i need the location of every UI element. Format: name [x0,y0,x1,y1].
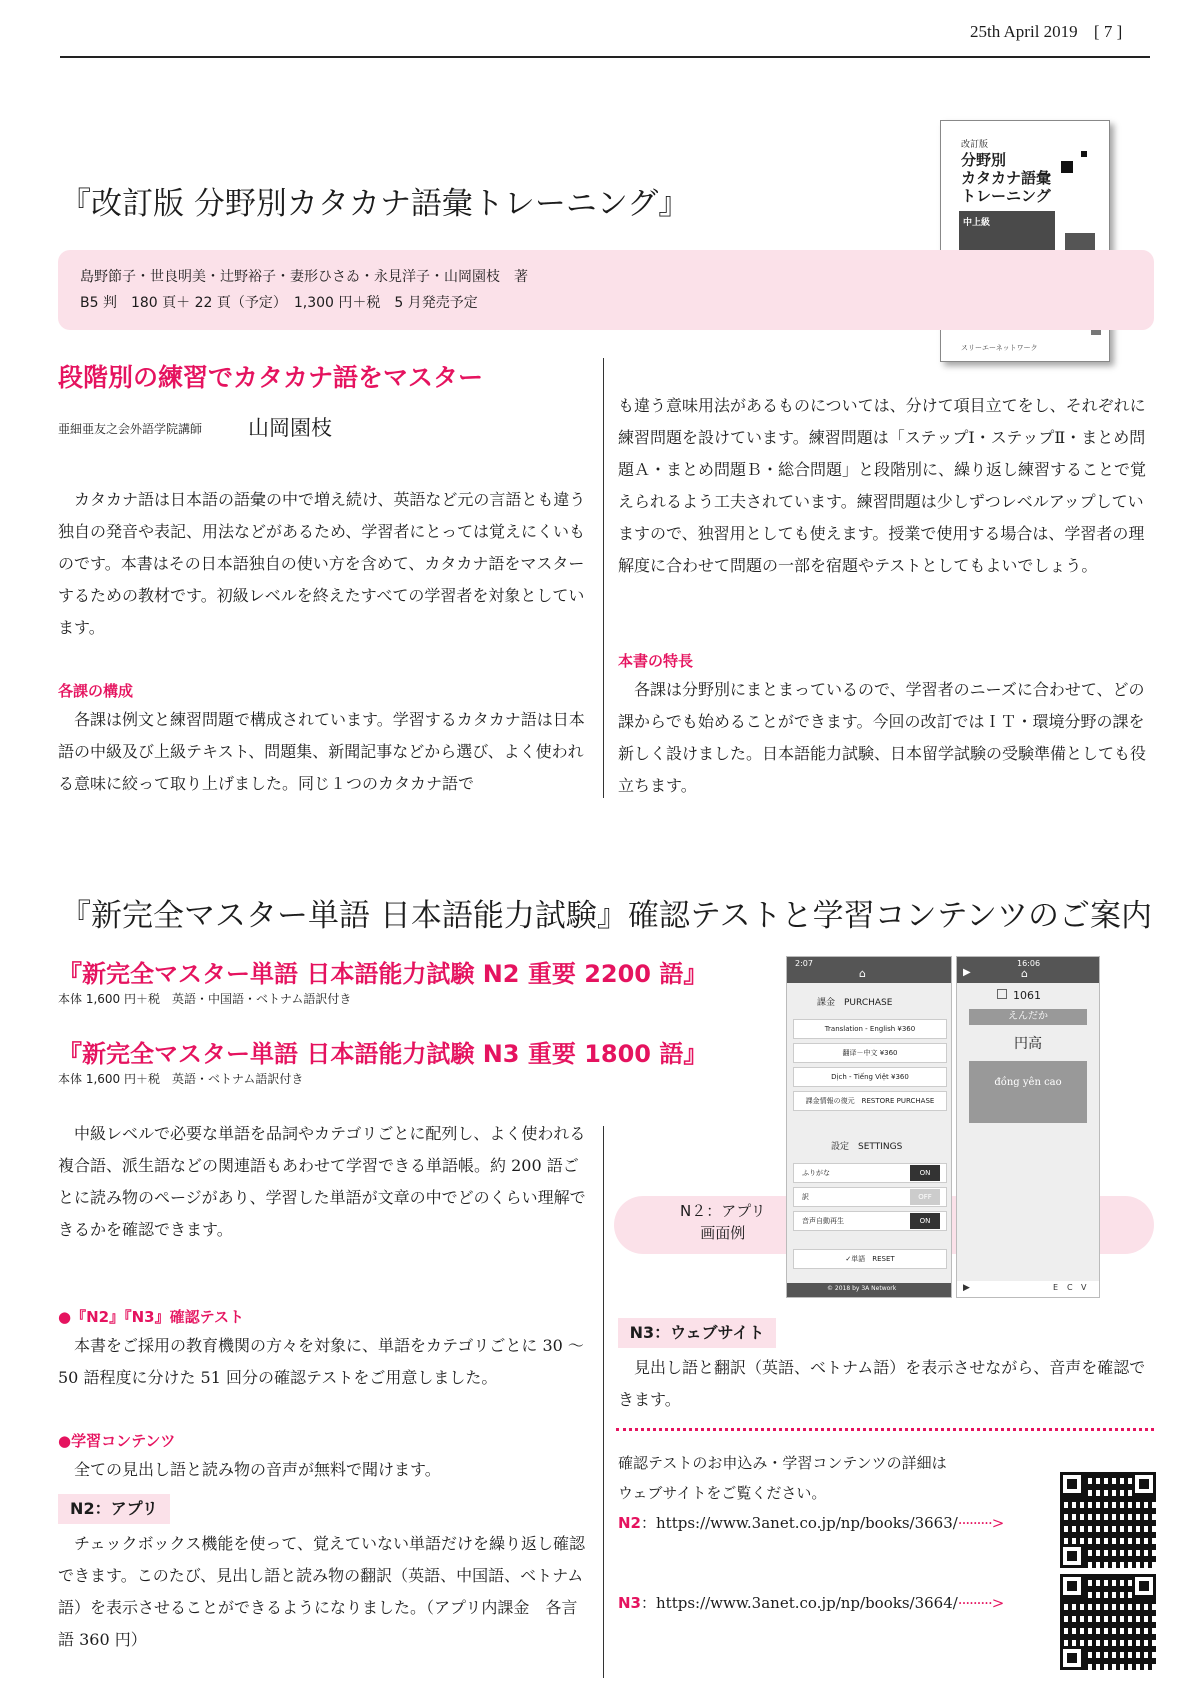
qr-code-n2[interactable] [1058,1470,1158,1570]
lang-button[interactable]: V [1081,1283,1087,1292]
word-reading: えんだか [969,1009,1087,1025]
paragraph: チェックボックス機能を使って、覚えていない単語だけを繰り返し確認できます。このたび、見出し語と読み物の翻訳（英語、中国語、ベトナム語）を表示させることができるようになりました。（アプリ内課金 各言語 360 円） [58,1534,586,1649]
tag-n2-app: N2：アプリ [58,1494,170,1524]
cover-square [1061,161,1073,173]
dotted-rule [616,1428,1154,1431]
paragraph: 各課は例文と練習問題で構成されています。学習するカタカナ語は日本語の中級及び上級テキスト、問題集、新聞記事などから選び、よく使われる意味に絞って取り上げました。同じ１つのカタカナ語で [58,710,585,793]
reset-button[interactable]: ✓単語 RESET [793,1249,947,1269]
paragraph: 全ての見出し語と読み物の音声が無料で聞けます。 [74,1460,441,1479]
word-number: 1061 [997,989,1041,1002]
article1-authors: 島野節子・世良明美・辻野裕子・妻形ひさゐ・永見洋子・山岡園枝 著 [80,269,528,285]
app-screen-settings [786,956,952,1298]
footer-bar: © 2018 by 3A Network [787,1283,951,1297]
purchase-header: 課金 PURCHASE [817,998,893,1008]
top-rule [60,56,1150,58]
section-heading: ●『N2』『N3』確認テスト [58,1308,244,1326]
paragraph: 中級レベルで必要な単語を品詞やカテゴリごとに配列し、よく使われる複合語、派生語などの関連語もあわせて学習できる単語帳。約 200 語ごとに読み物のページがあり、学習した単語が文章の中でどのくらい理解できるかを確認できます。 [58,1124,586,1239]
setting-row[interactable]: 音声自動再生 ON [793,1211,947,1231]
home-icon[interactable]: ⌂ [859,967,866,980]
page-number: [ 7 ] [1093,22,1123,41]
toggle-switch[interactable]: ON [910,1165,940,1181]
book-price-n3: 本体 1,600 円＋税 英語・ベトナム語訳付き [58,1072,304,1086]
article1-meta: B5 判 180 頁＋ 22 頁（予定） 1,300 円＋税 5 月発売予定 [80,295,478,311]
paragraph: 本書をご採用の教育機関の方々を対象に、単語をカテゴリごとに 30 〜 50 語程度に分けた 51 回分の確認テストをご用意しました。 [58,1336,584,1387]
book-title-n3: 『新完全マスター単語 日本語能力試験 N3 重要 1800 語』 [58,1040,708,1068]
author-name: 山岡園枝 [248,416,332,440]
article1-subheading: 段階別の練習でカタカナ語をマスター [58,363,484,392]
section-heading: ●学習コンテンツ [58,1432,176,1450]
cover-title: 分野別 カタカナ語彙 トレーニング [961,151,1052,205]
paragraph: カタカナ語は日本語の語彙の中で増え続け、英語など元の言語とも違う独自の発音や表記、用法などがあるため、学習者にとっては覚えにくいものです。本書はその日本語独自の使い方を含めて、カタカナ語をマスターするための教材です。初級レベルを終えたすべての学習者を対象としています。 [58,490,586,637]
restore-purchase-row[interactable]: 課金情報の復元 RESTORE PURCHASE [793,1091,947,1111]
status-bar: 16:06 ▶ ⌂ [957,957,1099,983]
author-affiliation: 亜細亜友之会外語学院講師 [58,422,203,436]
purchase-row[interactable]: Dịch - Tiếng Việt ¥360 [793,1067,947,1087]
column-divider [603,1126,604,1678]
settings-header: 設定 SETTINGS [831,1142,903,1152]
home-icon[interactable]: ⌂ [1021,967,1028,980]
cover-square [1081,151,1087,157]
app-screen-word [956,956,1100,1298]
paragraph: 見出し語と翻訳（英語、ベトナム語）を表示させながら、音声を確認できます。 [618,1358,1146,1409]
play-icon[interactable]: ▶ [963,1283,970,1293]
back-icon[interactable]: ▶ [963,967,971,978]
book-title-n2: 『新完全マスター単語 日本語能力試験 N2 重要 2200 語』 [58,960,708,988]
checkbox-icon[interactable] [997,989,1007,999]
cover-edition: 改訂版 [961,140,989,150]
purchase-row[interactable]: 翻译－中文 ¥360 [793,1043,947,1063]
issue-date: 25th April 2019 [970,22,1078,41]
lang-button[interactable]: E [1053,1283,1059,1292]
cover-level: 中上級 [963,218,991,228]
toggle-switch[interactable]: ON [910,1213,940,1229]
purchase-row[interactable]: Translation - English ¥360 [793,1019,947,1039]
footer-bar [957,1281,1099,1297]
paragraph: も違う意味用法があるものについては、分けて項目立てをし、それぞれに練習問題を設けています。練習問題は「ステップⅠ・ステップⅡ・まとめ問題Ａ・まとめ問題Ｂ・総合問題」と段階別に、繰り返し練習することで覚えられるよう工夫されています。練習問題は少しずつレベルアップしていますので、独習用としても使えます。授業で使用する場合は、学習者の理解度に合わせて問題の一部を宿題やテストとしてもよいでしょう。 [618,396,1147,575]
section-heading: 本書の特長 [618,652,694,670]
issue-date-and-page [970,22,1122,42]
setting-row[interactable]: 訳 OFF [793,1187,947,1207]
cover-publisher: スリーエーネットワーク [961,344,1038,352]
app-screenshot-label: N２：アプリ 画面例 [680,1202,766,1242]
url-n3[interactable]: N3：https://www.3anet.co.jp/np/books/3664/·········> [618,1594,1004,1612]
toggle-switch[interactable]: OFF [910,1189,940,1205]
qr-code-n3[interactable] [1058,1572,1158,1672]
url-n2[interactable]: N2：https://www.3anet.co.jp/np/books/3663/·········> [618,1514,1004,1532]
lang-button[interactable]: C [1067,1283,1073,1292]
inquiry-text: 確認テストのお申込み・学習コンテンツの詳細は ウェブサイトをご覧ください。 [618,1454,947,1502]
word-kanji: 円高 [1014,1036,1042,1052]
column-divider [603,358,604,798]
book-price-n2: 本体 1,600 円＋税 英語・中国語・ベトナム語訳付き [58,992,352,1006]
article2-title: 『新完全マスター単語 日本語能力試験』確認テストと学習コンテンツのご案内 [60,898,1153,934]
info-band [58,250,1154,330]
tag-n3-website: N3：ウェブサイト [618,1318,776,1348]
word-translation: đồng yên cao [969,1061,1087,1123]
paragraph: 各課は分野別にまとまっているので、学習者のニーズに合わせて、どの課からでも始めることができます。今回の改訂ではＩＴ・環境分野の課を新しく設けました。日本語能力試験、日本留学試験の受験準備としても役立ちます。 [618,680,1147,795]
section-heading: 各課の構成 [58,682,134,700]
status-bar: 2:07 ⌂ [787,957,951,983]
article1-title: 『改訂版 分野別カタカナ語彙トレーニング』 [60,186,690,222]
setting-row[interactable]: ふりがな ON [793,1163,947,1183]
